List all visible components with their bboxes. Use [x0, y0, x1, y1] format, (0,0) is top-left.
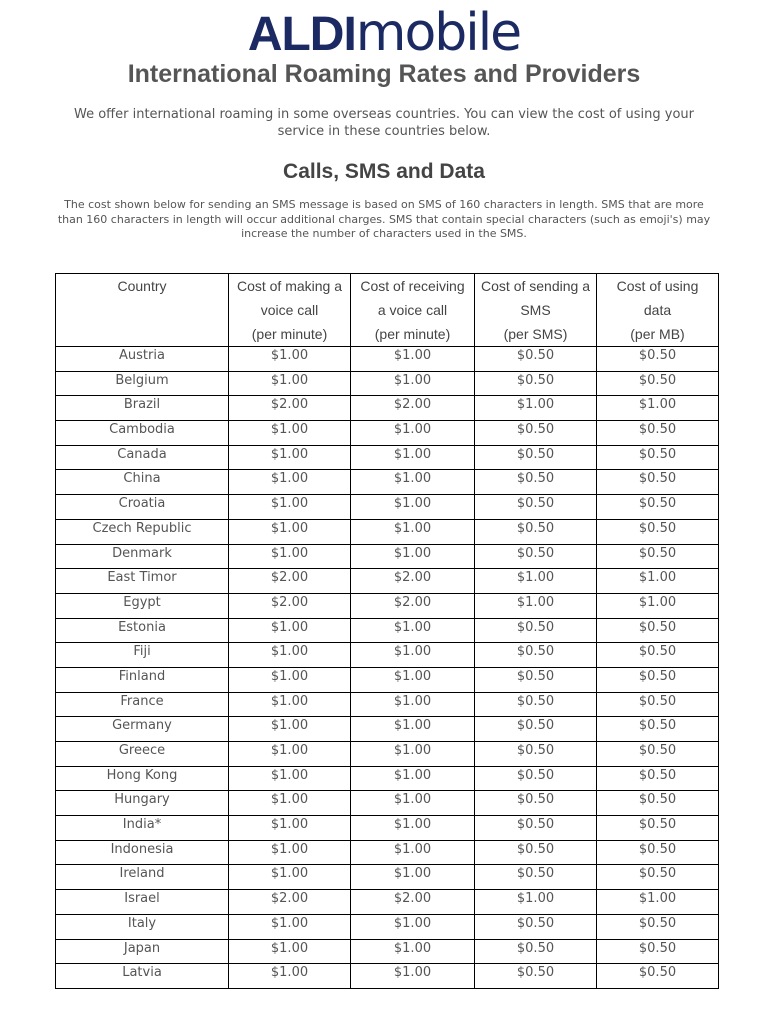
- cell-country: Croatia: [56, 495, 229, 520]
- cell-data: $0.50: [597, 766, 719, 791]
- table-row: [56, 347, 719, 372]
- cell-data: $0.50: [597, 544, 719, 569]
- cell-country: Czech Republic: [56, 519, 229, 544]
- aldi-mobile-logo: [0, 4, 768, 62]
- cell-data: $0.50: [597, 692, 719, 717]
- header-line: (per minute): [251, 326, 328, 342]
- table-body: [56, 347, 719, 989]
- cell-data: $0.50: [597, 742, 719, 767]
- cell-send-sms: $0.50: [475, 347, 597, 372]
- cell-receive-call: $1.00: [351, 371, 475, 396]
- cell-receive-call: $1.00: [351, 939, 475, 964]
- cell-receive-call: $1.00: [351, 519, 475, 544]
- cell-send-sms: $0.50: [475, 544, 597, 569]
- cell-send-sms: $0.50: [475, 939, 597, 964]
- table-row: [56, 618, 719, 643]
- table-row: [56, 939, 719, 964]
- cell-make-call: $2.00: [229, 569, 351, 594]
- cell-data: $0.50: [597, 816, 719, 841]
- cell-country: Belgium: [56, 371, 229, 396]
- cell-country: Brazil: [56, 396, 229, 421]
- cell-data: $0.50: [597, 791, 719, 816]
- cell-send-sms: $0.50: [475, 445, 597, 470]
- cell-country: Finland: [56, 667, 229, 692]
- cell-receive-call: $1.00: [351, 816, 475, 841]
- cell-send-sms: $0.50: [475, 717, 597, 742]
- header-country: [56, 274, 229, 347]
- cell-send-sms: $1.00: [475, 593, 597, 618]
- cell-country: Fiji: [56, 643, 229, 668]
- cell-send-sms: $0.50: [475, 914, 597, 939]
- cell-make-call: $1.00: [229, 445, 351, 470]
- table-row: [56, 692, 719, 717]
- cell-country: Canada: [56, 445, 229, 470]
- header-line: voice call: [260, 302, 319, 318]
- cell-send-sms: $0.50: [475, 519, 597, 544]
- cell-data: $0.50: [597, 964, 719, 989]
- cell-country: Denmark: [56, 544, 229, 569]
- table-row: [56, 519, 719, 544]
- cell-receive-call: $1.00: [351, 742, 475, 767]
- cell-send-sms: $0.50: [475, 618, 597, 643]
- header-line: Cost of making a: [236, 278, 343, 294]
- cell-receive-call: $1.00: [351, 347, 475, 372]
- cell-receive-call: $1.00: [351, 692, 475, 717]
- cell-make-call: $1.00: [229, 742, 351, 767]
- cell-country: Greece: [56, 742, 229, 767]
- cell-receive-call: $1.00: [351, 643, 475, 668]
- cell-make-call: $1.00: [229, 766, 351, 791]
- cell-send-sms: $0.50: [475, 742, 597, 767]
- cell-make-call: $1.00: [229, 964, 351, 989]
- cell-data: $0.50: [597, 347, 719, 372]
- cell-make-call: $1.00: [229, 865, 351, 890]
- cell-send-sms: $0.50: [475, 791, 597, 816]
- header-line: Cost of receiving: [360, 278, 465, 294]
- table-row: [56, 495, 719, 520]
- header-line: a voice call: [377, 302, 448, 318]
- cell-receive-call: $1.00: [351, 791, 475, 816]
- cell-make-call: $1.00: [229, 717, 351, 742]
- cell-country: Germany: [56, 717, 229, 742]
- cell-data: $1.00: [597, 890, 719, 915]
- section-subtitle: Calls, SMS and Data: [283, 160, 485, 183]
- table-row: [56, 371, 719, 396]
- cell-receive-call: $2.00: [351, 593, 475, 618]
- table-row: [56, 816, 719, 841]
- cell-data: $0.50: [597, 667, 719, 692]
- cell-send-sms: $0.50: [475, 865, 597, 890]
- header-line: SMS: [520, 302, 551, 318]
- cell-receive-call: $1.00: [351, 964, 475, 989]
- cell-send-sms: $1.00: [475, 569, 597, 594]
- table-header-row: [56, 274, 719, 347]
- header-line: Cost of using: [616, 278, 699, 294]
- cell-send-sms: $0.50: [475, 692, 597, 717]
- header-make-call: [229, 274, 351, 347]
- cell-send-sms: $0.50: [475, 643, 597, 668]
- header-line: Country: [117, 278, 167, 294]
- page-title: International Roaming Rates and Providers: [127, 60, 641, 88]
- cell-make-call: $1.00: [229, 519, 351, 544]
- intro-text: We offer international roaming in some overseas countries. You can view the cost of using your service in these countries below.: [74, 107, 694, 139]
- cell-receive-call: $2.00: [351, 890, 475, 915]
- cell-receive-call: $1.00: [351, 421, 475, 446]
- cell-data: $1.00: [597, 569, 719, 594]
- cell-send-sms: $0.50: [475, 371, 597, 396]
- cell-make-call: $1.00: [229, 667, 351, 692]
- cell-country: Egypt: [56, 593, 229, 618]
- table-row: [56, 643, 719, 668]
- table-row: [56, 470, 719, 495]
- cell-make-call: $1.00: [229, 347, 351, 372]
- cell-data: $0.50: [597, 371, 719, 396]
- cell-send-sms: $0.50: [475, 667, 597, 692]
- cell-send-sms: $0.50: [475, 840, 597, 865]
- header-send-sms: [475, 274, 597, 347]
- table-row: [56, 396, 719, 421]
- table-row: [56, 865, 719, 890]
- cell-send-sms: $1.00: [475, 396, 597, 421]
- cell-receive-call: $1.00: [351, 470, 475, 495]
- table-row: [56, 766, 719, 791]
- table-row: [56, 667, 719, 692]
- table-row: [56, 544, 719, 569]
- cell-receive-call: $2.00: [351, 396, 475, 421]
- cell-data: $0.50: [597, 939, 719, 964]
- cell-send-sms: $1.00: [475, 890, 597, 915]
- cell-country: Cambodia: [56, 421, 229, 446]
- header-line: (per SMS): [503, 326, 568, 342]
- cell-send-sms: $0.50: [475, 964, 597, 989]
- logo-mobile-text: mobile: [355, 3, 521, 63]
- table-row: [56, 964, 719, 989]
- cell-country: East Timor: [56, 569, 229, 594]
- cell-receive-call: $1.00: [351, 840, 475, 865]
- header-line: Cost of sending a: [481, 278, 590, 294]
- table-row: [56, 593, 719, 618]
- cell-make-call: $2.00: [229, 890, 351, 915]
- cell-receive-call: $1.00: [351, 445, 475, 470]
- cell-make-call: $1.00: [229, 421, 351, 446]
- cell-data: $0.50: [597, 519, 719, 544]
- cell-make-call: $1.00: [229, 914, 351, 939]
- cell-country: China: [56, 470, 229, 495]
- cell-country: Austria: [56, 347, 229, 372]
- cell-make-call: $1.00: [229, 470, 351, 495]
- header-data: [597, 274, 719, 347]
- cell-send-sms: $0.50: [475, 816, 597, 841]
- cell-data: $0.50: [597, 717, 719, 742]
- cell-country: Japan: [56, 939, 229, 964]
- cell-receive-call: $1.00: [351, 544, 475, 569]
- cell-country: Hungary: [56, 791, 229, 816]
- table-row: [56, 791, 719, 816]
- cell-make-call: $1.00: [229, 643, 351, 668]
- cell-make-call: $1.00: [229, 816, 351, 841]
- cell-data: $0.50: [597, 421, 719, 446]
- sms-note: The cost shown below for sending an SMS message is based on SMS of 160 characters in length. SMS that are more than 160 characters in length will occur additional charges. SMS that contain special characters (such as emoji's) may increase the number of characters used in the SMS.: [57, 198, 711, 240]
- cell-country: Italy: [56, 914, 229, 939]
- cell-send-sms: $0.50: [475, 766, 597, 791]
- cell-receive-call: $1.00: [351, 914, 475, 939]
- cell-data: $0.50: [597, 914, 719, 939]
- cell-make-call: $2.00: [229, 396, 351, 421]
- cell-country: India*: [56, 816, 229, 841]
- table-row: [56, 421, 719, 446]
- cell-receive-call: $1.00: [351, 495, 475, 520]
- header-line: (per MB): [630, 326, 685, 342]
- cell-data: $0.50: [597, 618, 719, 643]
- cell-data: $0.50: [597, 840, 719, 865]
- table-row: [56, 742, 719, 767]
- table-row: [56, 445, 719, 470]
- cell-make-call: $1.00: [229, 544, 351, 569]
- cell-receive-call: $2.00: [351, 569, 475, 594]
- cell-data: $1.00: [597, 396, 719, 421]
- cell-country: Estonia: [56, 618, 229, 643]
- cell-make-call: $2.00: [229, 593, 351, 618]
- cell-country: France: [56, 692, 229, 717]
- cell-country: Indonesia: [56, 840, 229, 865]
- cell-send-sms: $0.50: [475, 421, 597, 446]
- cell-data: $0.50: [597, 495, 719, 520]
- roaming-rates-table: [55, 273, 719, 989]
- cell-data: $0.50: [597, 445, 719, 470]
- cell-country: Ireland: [56, 865, 229, 890]
- header-line: data: [643, 302, 672, 318]
- cell-data: $0.50: [597, 643, 719, 668]
- cell-receive-call: $1.00: [351, 766, 475, 791]
- table-row: [56, 890, 719, 915]
- cell-receive-call: $1.00: [351, 717, 475, 742]
- cell-make-call: $1.00: [229, 495, 351, 520]
- table-row: [56, 569, 719, 594]
- cell-make-call: $1.00: [229, 791, 351, 816]
- cell-send-sms: $0.50: [475, 470, 597, 495]
- cell-make-call: $1.00: [229, 840, 351, 865]
- table-row: [56, 914, 719, 939]
- cell-country: Latvia: [56, 964, 229, 989]
- table-row: [56, 840, 719, 865]
- header-receive-call: [351, 274, 475, 347]
- cell-receive-call: $1.00: [351, 865, 475, 890]
- cell-data: $0.50: [597, 470, 719, 495]
- header-line: (per minute): [374, 326, 451, 342]
- cell-data: $0.50: [597, 865, 719, 890]
- cell-country: Israel: [56, 890, 229, 915]
- cell-make-call: $1.00: [229, 618, 351, 643]
- cell-make-call: $1.00: [229, 939, 351, 964]
- cell-make-call: $1.00: [229, 692, 351, 717]
- cell-data: $1.00: [597, 593, 719, 618]
- cell-receive-call: $1.00: [351, 667, 475, 692]
- cell-make-call: $1.00: [229, 371, 351, 396]
- logo-aldi-text: ALDI: [247, 8, 356, 61]
- cell-receive-call: $1.00: [351, 618, 475, 643]
- table-row: [56, 717, 719, 742]
- cell-country: Hong Kong: [56, 766, 229, 791]
- cell-send-sms: $0.50: [475, 495, 597, 520]
